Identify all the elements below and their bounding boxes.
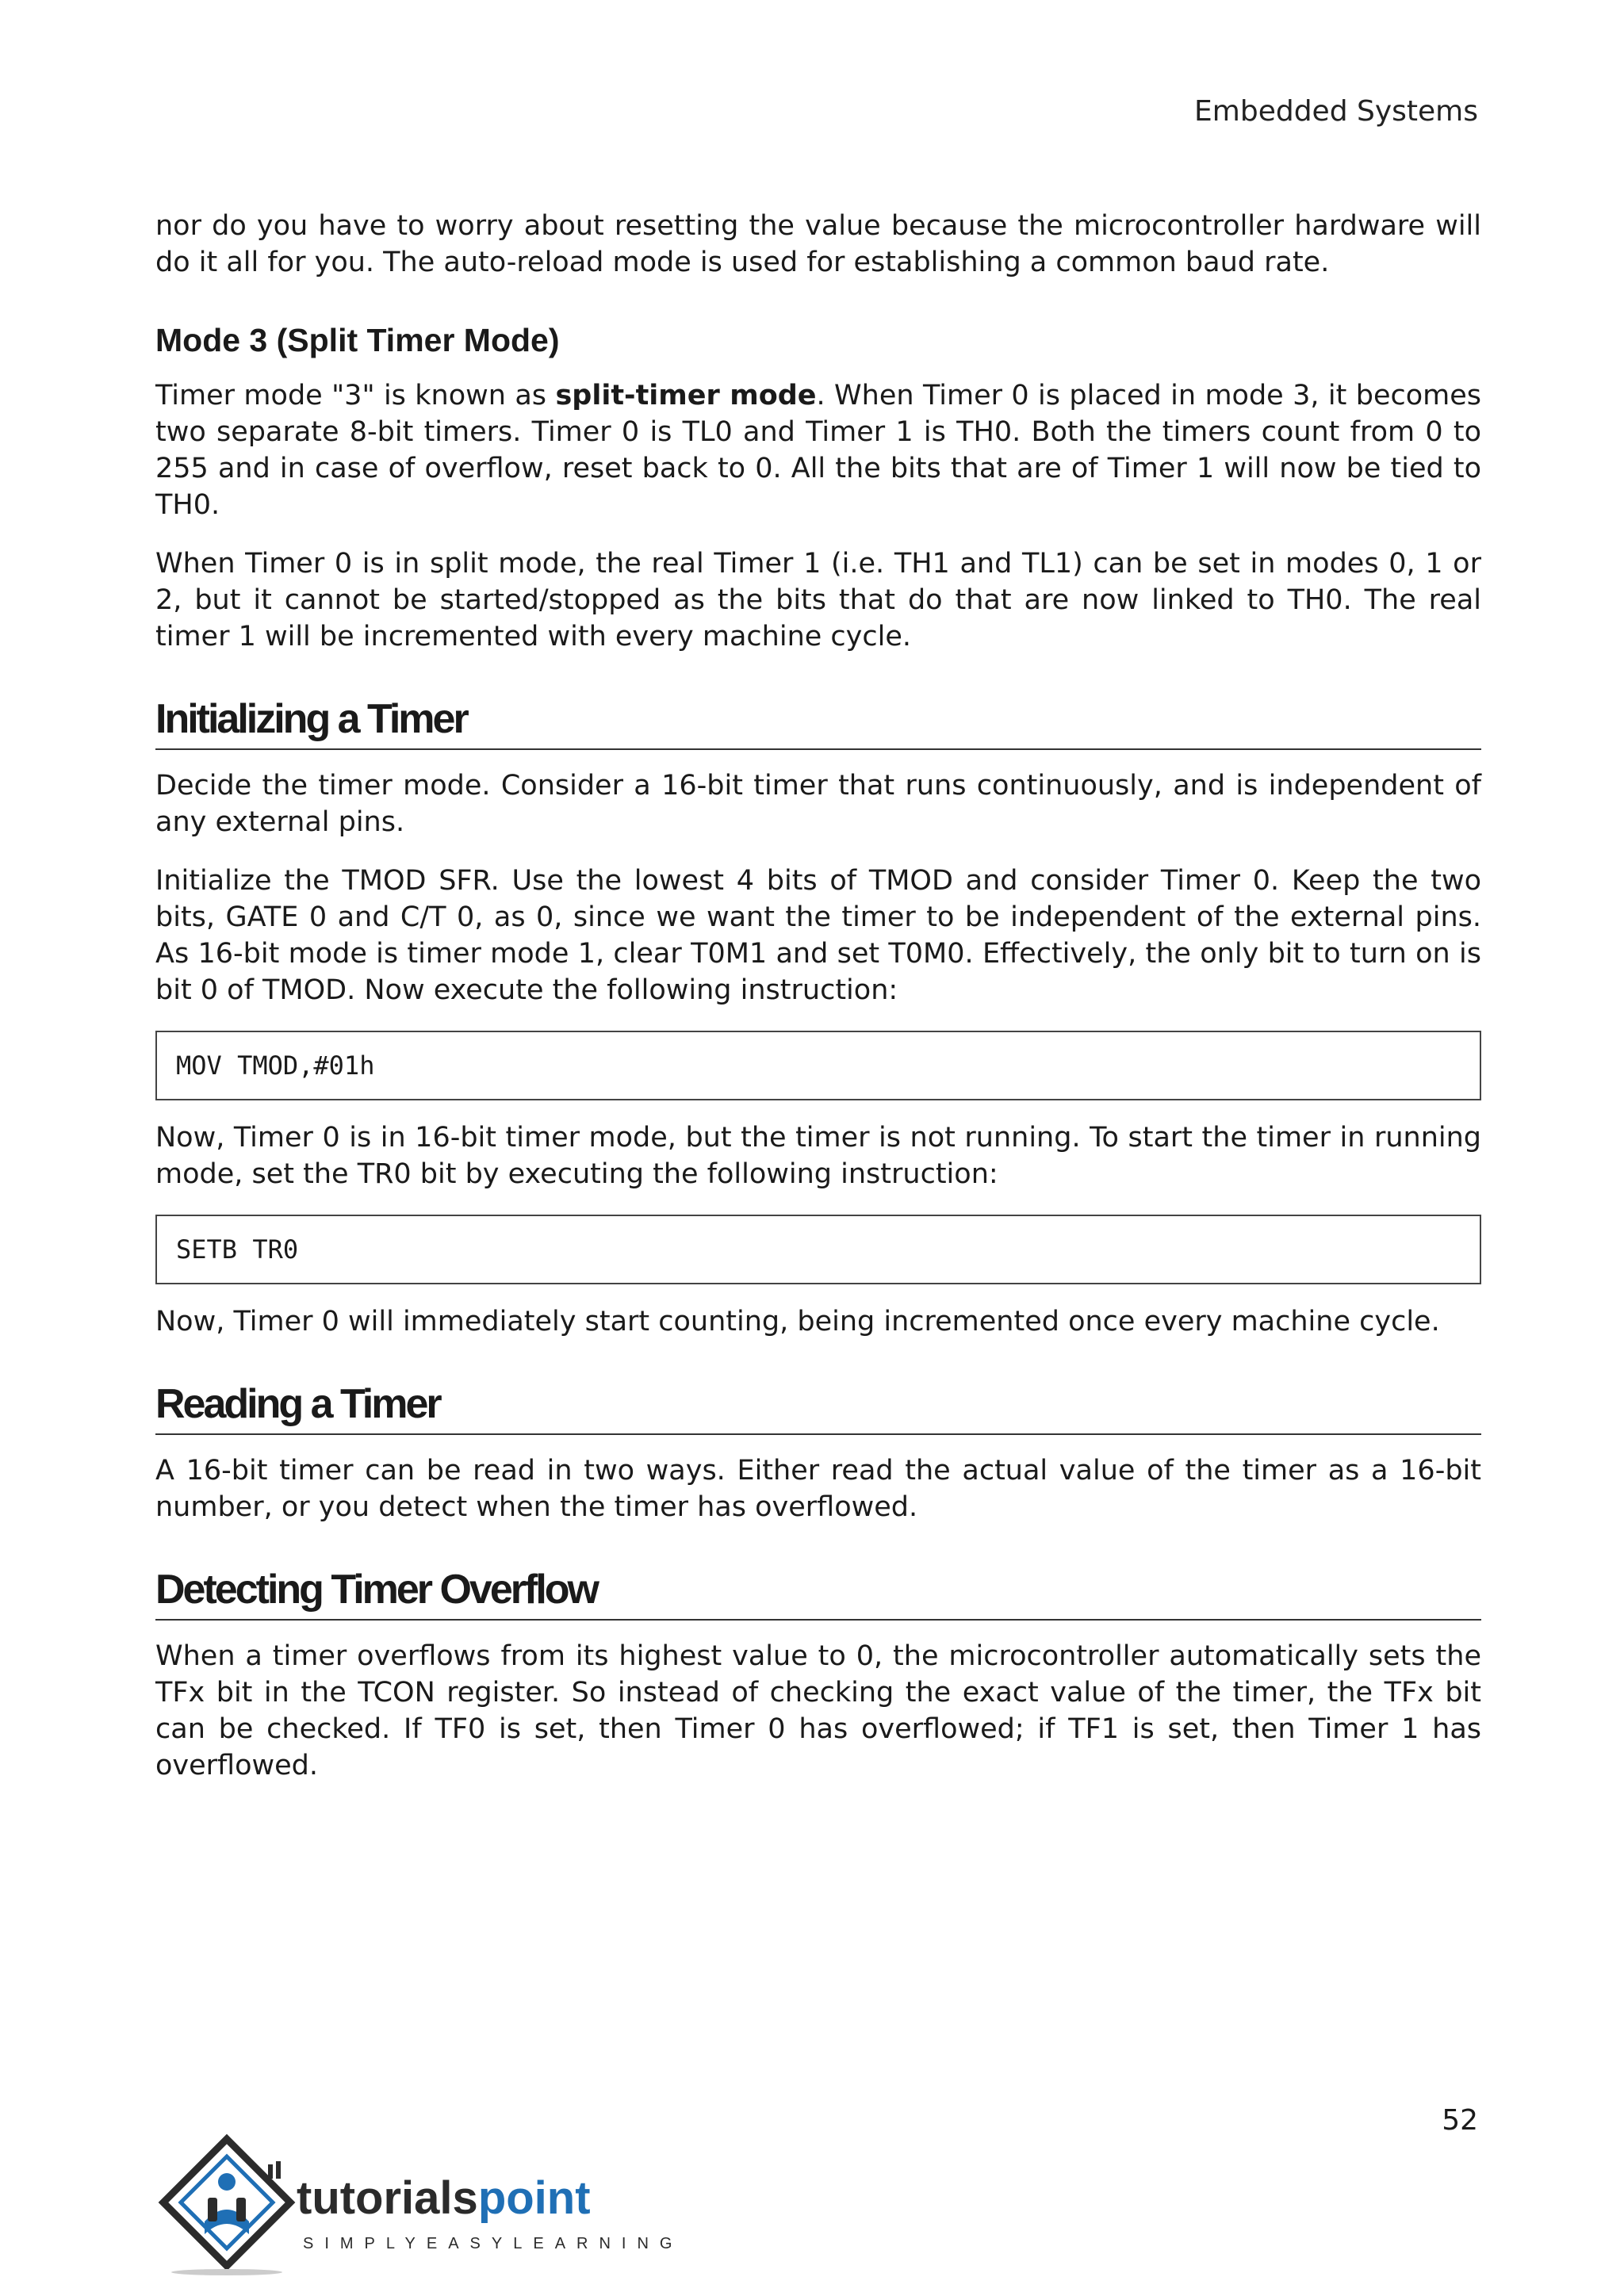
init-paragraph-3: Now, Timer 0 is in 16-bit timer mode, but the timer is not running. To start the timer in running mode, set the TR0 bit by executing the following instruction: (155, 1122, 1481, 1190)
overflow-paragraph: When a timer overflows from its highest value to 0, the microcontroller automatically sets the TFx bit in the TCON register. So instead of checking the exact value of the timer, the TFx bit can be checked. If TF0 is set, then Timer 0 has overflowed; if TF1 is set, then Timer 1 has overflowed. (155, 1640, 1481, 1781)
logo-tagline: SIMPLYEASYLEARNING (303, 2235, 671, 2252)
bold-term: split-timer mode (555, 380, 817, 411)
mode3-heading: Mode 3 (Split Timer Mode) (155, 322, 560, 358)
tutorialspoint-logo (155, 2133, 671, 2275)
mode3-paragraph-1 (155, 377, 1481, 523)
init-paragraph-1: Decide the timer mode. Consider a 16-bit timer that runs continuously, and is independent of any external pins. (155, 770, 1481, 838)
reading-paragraph: A 16-bit timer can be read in two ways. Either read the actual value of the timer as a 16-bit number, or you detect when the timer has overflowed. (155, 1455, 1481, 1523)
code-block-setb: SETB TR0 (155, 1215, 1481, 1284)
page-content (155, 208, 1481, 1806)
init-paragraph-4: Now, Timer 0 will immediately start counting, being incremented once every machine cycle. (155, 1306, 1440, 1337)
code-block-tmod: MOV TMOD,#01h (155, 1031, 1481, 1100)
initializing-heading: Initializing a Timer (155, 696, 467, 742)
section-heading-rule (155, 1565, 1481, 1621)
section-heading-rule (155, 695, 1481, 750)
overflow-heading: Detecting Timer Overflow (155, 1567, 597, 1613)
text-run: . When Timer 0 is placed in mode 3, it becomes two separate 8-bit timers. Timer 0 is TL0 and Timer 1 is TH0. Both the timers count from 0 to 255 and in case of overflow, reset back to 0. All the bits that are of Timer 1 will now be tied to TH0. (155, 380, 1481, 521)
page-number: 52 (1442, 2104, 1478, 2137)
logo-icon (155, 2133, 671, 2275)
logo-wordmark: tutorialspoint (297, 2172, 591, 2224)
init-paragraph-2: Initialize the TMOD SFR. Use the lowest 4 bits of TMOD and consider Timer 0. Keep the two bits, GATE 0 and C/T 0, as 0, since we want the timer to be independent of the external pins. As 16-bit mode is timer mode 1, clear T0M1 and set T0M0. Effectively, the only bit to turn on is bit 0 of TMOD. Now execute the following instruction: (155, 865, 1481, 1006)
running-header: Embedded Systems (1194, 95, 1478, 128)
mode3-paragraph-2: When Timer 0 is in split mode, the real Timer 1 (i.e. TH1 and TL1) can be set in modes 0, 1 or 2, but it cannot be started/stopped as the bits that do that are now linked to TH0. The real timer 1 will be incremented with every machine cycle. (155, 548, 1481, 652)
reading-heading: Reading a Timer (155, 1381, 440, 1427)
text-run: Timer mode "3" is known as (155, 380, 556, 411)
section-heading-rule (155, 1380, 1481, 1435)
intro-paragraph: nor do you have to worry about resetting the value because the microcontroller hardware will do it all for you. The auto-reload mode is used for establishing a common baud rate. (155, 210, 1481, 278)
